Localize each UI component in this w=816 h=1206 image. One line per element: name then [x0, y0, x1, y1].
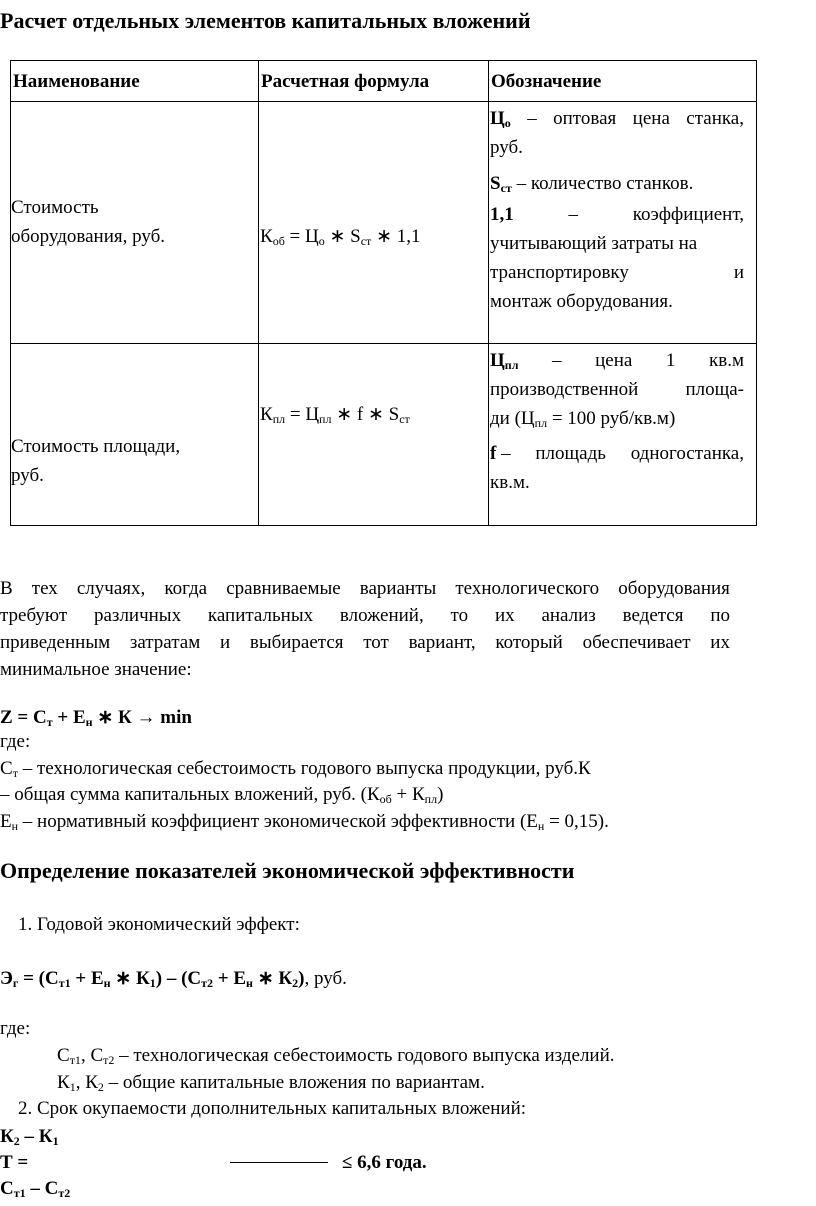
row1-desc-a-line2: руб. [490, 137, 523, 158]
section-title: Определение показателей экономической эффективности [0, 858, 575, 883]
row2-desc-a-line2: производственной площа- [490, 379, 744, 400]
row1-name-cell [11, 102, 259, 344]
row1-desc-c-line1: 1,1 – коэффициент, [490, 204, 744, 225]
row2-name-line2: руб. [11, 465, 44, 486]
table-row [11, 344, 757, 526]
table-row [11, 102, 757, 344]
page-title: Расчет отдельных элементов капитальных вложений [0, 8, 531, 33]
row1-desc-b: $S_{ст}$ – количество станков. [490, 173, 694, 195]
header-name: Наименование [11, 61, 259, 102]
definition-k1-k2: $К_1$, $К_2$ – общие капитальные вложения по вариантам. [57, 1072, 485, 1094]
formula-z: $Z = С_т + Е_н$ ∗ К → min [0, 707, 192, 729]
formula-t-lhs: Т = [0, 1152, 29, 1173]
definition-en: $Е_н$ – нормативный коэффициент экономической эффективности $(Е_н = 0,15)$. [0, 811, 609, 833]
row1-formula: $К_{об} = Ц_о$ ∗ $S_{ст}$ ∗ 1,1 [260, 226, 421, 248]
paragraph-line-3: приведенным затратам и выбирается тот вариант, который обеспечивает их [0, 632, 730, 653]
table-header-row [11, 61, 757, 102]
row1-formula-cell [259, 102, 489, 344]
row2-designation-cell [489, 344, 757, 526]
row1-desc-a-line1: $Ц_о$ – оптовая цена станка, [490, 108, 744, 130]
row2-desc-b-line1: f – площадь одногостанка, [490, 443, 744, 464]
fraction-bar [230, 1162, 328, 1163]
row1-name-line1: Стоимость [11, 197, 99, 218]
intro-paragraph [0, 575, 730, 683]
formula-t-denominator: $С_{т1} - С_{т2}$ [0, 1178, 71, 1200]
definition-ct: $С_т$ – технологическая себестоимость годового выпуска продукции, руб.К [0, 758, 591, 780]
formula-t-rhs: ≤ 6,6 года. [342, 1152, 427, 1173]
paragraph-line-4: минимальное значение: [0, 659, 192, 680]
row1-name-line2: оборудования, руб. [11, 226, 166, 247]
list-item-1: 1. Годовой экономический эффект: [18, 914, 300, 935]
row1-designation-cell [489, 102, 757, 344]
where-label-1: где: [0, 731, 31, 752]
capital-investment-table [10, 60, 757, 526]
formula-t-numerator: $К_2 - К_1$ [0, 1126, 59, 1148]
paragraph-line-2: требуют различных капитальных вложений, то их анализ ведется по [0, 605, 730, 626]
row1-desc-c-line3: транспортировку и [490, 262, 744, 283]
row2-name-cell [11, 344, 259, 526]
row2-desc-b-line2: кв.м. [490, 472, 530, 493]
paragraph-line-1: В тех случаях, когда сравниваемые варианты технологического оборудования [0, 578, 730, 599]
row2-formula-cell [259, 344, 489, 526]
row2-formula: $К_{пл} = Ц_{пл}$ ∗ f ∗ $S_{ст}$ [260, 404, 410, 426]
list-item-2: 2. Срок окупаемости дополнительных капитальных вложений: [18, 1098, 527, 1119]
row1-desc-c-line4: монтаж оборудования. [490, 291, 673, 312]
row2-desc-a-line1: $Ц_{пл}$ – цена 1 кв.м [490, 350, 744, 372]
where-label-2: где: [0, 1018, 31, 1039]
row1-desc-c-line2: учитывающий затраты на [490, 233, 698, 254]
row2-desc-a-line3: ди ($Ц_{пл} = 100$ руб/кв.м) [490, 408, 676, 430]
formula-annual-effect: $Э_г = (С_{т1} + Е_н$ ∗ $К_1) - (С_{т2} + Е_н$ ∗ $К_2$), руб. [0, 968, 347, 990]
header-designation: Обозначение [489, 61, 757, 102]
row2-name-line1: Стоимость площади, [11, 436, 181, 457]
definition-ct1-ct2: $С_{т1}$, $С_{т2}$ – технологическая себестоимость годового выпуска изделий. [57, 1045, 615, 1067]
definition-k: – общая сумма капитальных вложений, руб. $(К_{об} + К_{пл})$ [0, 784, 444, 806]
header-formula: Расчетная формула [259, 61, 489, 102]
